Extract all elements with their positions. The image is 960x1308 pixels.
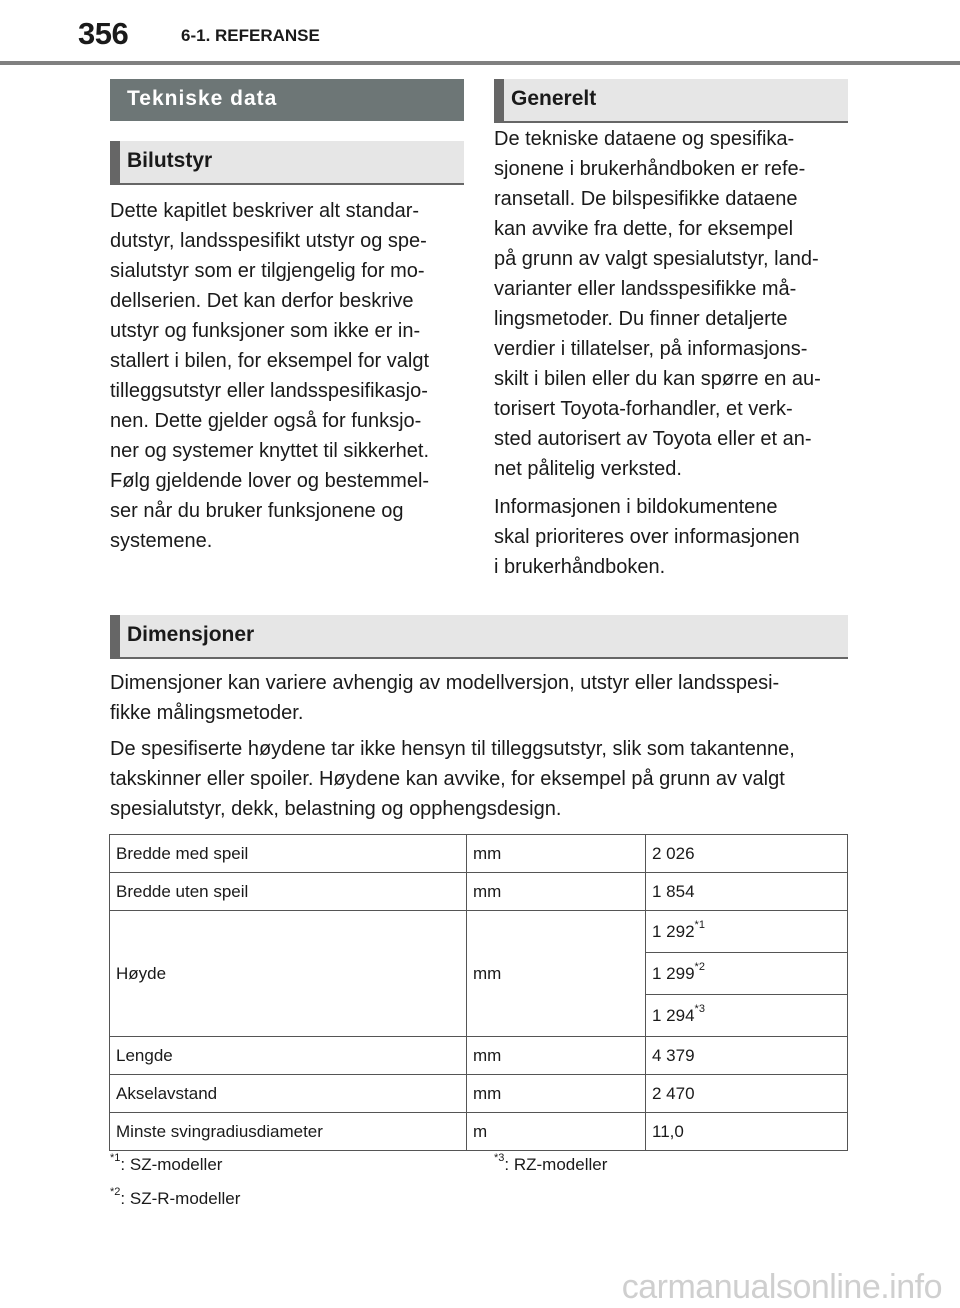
table-row <box>110 873 848 911</box>
footnote-text: : RZ-modeller <box>504 1155 608 1174</box>
text-line: Følg gjeldende lover og bestemmel- <box>110 470 430 492</box>
text-line: skilt i bilen eller du kan spørre en au- <box>494 368 821 390</box>
subhead-generelt: Generelt <box>494 79 848 123</box>
height-value: 1 299 <box>652 963 695 983</box>
dimensjoner-paragraph-2 <box>110 734 850 824</box>
footnote-mark: *3 <box>494 1152 505 1164</box>
bilutstyr-paragraph <box>110 196 470 556</box>
text-line: dutstyr, landsspesifikt utstyr og spe- <box>110 230 427 252</box>
text-line: De tekniske dataene og spesifika- <box>494 128 795 150</box>
table-cell-unit: mm <box>467 835 646 873</box>
footnote-text: : SZ-R-modeller <box>120 1189 241 1208</box>
text-line: ransetall. De bilspesifikke dataene <box>494 188 798 210</box>
text-line: Dimensjoner kan variere avhengig av modellversjon, utstyr eller landsspesi- <box>110 672 780 694</box>
footnote-text: : SZ-modeller <box>120 1155 223 1174</box>
dimensions-table <box>109 834 848 1151</box>
footnote-ref: *2 <box>694 960 705 973</box>
table-cell-value: 1 854 <box>646 873 848 911</box>
height-value: 1 294 <box>652 1005 695 1025</box>
footnote-3 <box>494 1152 608 1175</box>
table-cell-unit: mm <box>467 1075 646 1113</box>
text-line: ser når du bruker funksjonene og <box>110 500 404 522</box>
footnote-2 <box>110 1186 241 1209</box>
subhead-bilutstyr: Bilutstyr <box>110 141 464 185</box>
table-cell-unit: mm <box>467 1037 646 1075</box>
table-cell-value: 2 026 <box>646 835 848 873</box>
table-cell-label: Lengde <box>110 1037 467 1075</box>
table-cell-label: Akselavstand <box>110 1075 467 1113</box>
text-line: De spesifiserte høydene tar ikke hensyn til tilleggsutstyr, slik som takantenne, <box>110 738 795 760</box>
table-cell-label: Bredde med speil <box>110 835 467 873</box>
text-line: systemene. <box>110 530 213 552</box>
text-line: varianter eller landsspesifikke må- <box>494 278 797 300</box>
text-line: net pålitelig verksted. <box>494 458 682 480</box>
text-line: takskinner eller spoiler. Høydene kan avvike, for eksempel på grunn av valgt <box>110 768 785 790</box>
text-line: sialutstyr som er tilgjengelig for mo- <box>110 260 425 282</box>
section-label: 6-1. REFERANSE <box>181 26 320 45</box>
text-line: dellserien. Det kan derfor beskrive <box>110 290 414 312</box>
dimensjoner-paragraph-1 <box>110 668 850 728</box>
table-cell-unit: m <box>467 1113 646 1151</box>
table-cell-label: Minste svingradiusdiameter <box>110 1113 467 1151</box>
table-row <box>110 911 848 953</box>
footnote-mark: *2 <box>110 1186 121 1198</box>
page-number: 356 <box>78 16 129 51</box>
text-line: spesialutstyr, dekk, belastning og opphengsdesign. <box>110 798 562 820</box>
banner-tekniske-data: Tekniske data <box>110 79 464 121</box>
table-row <box>110 1113 848 1151</box>
header-rule <box>0 61 960 65</box>
subhead-dimensjoner: Dimensjoner <box>110 615 848 659</box>
watermark: carmanualsonline.info <box>621 1268 942 1306</box>
text-line: sjonene i brukerhåndboken er refe- <box>494 158 806 180</box>
text-line: stallert i bilen, for eksempel for valgt <box>110 350 430 372</box>
footnote-ref: *1 <box>694 918 705 931</box>
text-line: ner og systemer knyttet til sikkerhet. <box>110 440 430 462</box>
text-line: Dette kapitlet beskriver alt standar- <box>110 200 420 222</box>
footnote-mark: *1 <box>110 1152 121 1164</box>
table-cell-unit: mm <box>467 873 646 911</box>
table-cell-value: 4 379 <box>646 1037 848 1075</box>
table-row <box>110 1075 848 1113</box>
text-line: verdier i tillatelser, på informasjons- <box>494 338 808 360</box>
text-line: Informasjonen i bildokumentene <box>494 496 778 518</box>
text-line: sted autorisert av Toyota eller et an- <box>494 428 812 450</box>
footnote-ref: *3 <box>694 1002 705 1015</box>
text-line: i brukerhåndboken. <box>494 556 666 578</box>
text-line: utstyr og funksjoner som ikke er in- <box>110 320 421 342</box>
text-line: skal prioriteres over informasjonen <box>494 526 800 548</box>
table-cell-label: Bredde uten speil <box>110 873 467 911</box>
table-cell-value: 11,0 <box>646 1113 848 1151</box>
generelt-paragraph-1 <box>494 124 854 484</box>
table-row <box>110 1037 848 1075</box>
text-line: på grunn av valgt spesialutstyr, land- <box>494 248 819 270</box>
generelt-paragraph-2 <box>494 492 854 582</box>
table-cell-label: Høyde <box>110 911 467 1037</box>
height-value: 1 292 <box>652 921 695 941</box>
table-cell-value <box>646 911 848 953</box>
table-cell-value <box>646 995 848 1037</box>
footnote-1 <box>110 1152 223 1175</box>
text-line: torisert Toyota-forhandler, et verk- <box>494 398 793 420</box>
text-line: tilleggsutstyr eller landsspesifikasjo- <box>110 380 428 402</box>
text-line: fikke målingsmetoder. <box>110 702 304 724</box>
text-line: kan avvike fra dette, for eksempel <box>494 218 794 240</box>
table-cell-value <box>646 953 848 995</box>
table-row <box>110 835 848 873</box>
text-line: nen. Dette gjelder også for funksjo- <box>110 410 422 432</box>
text-line: lingsmetoder. Du finner detaljerte <box>494 308 788 330</box>
table-cell-unit: mm <box>467 911 646 1037</box>
table-cell-value: 2 470 <box>646 1075 848 1113</box>
